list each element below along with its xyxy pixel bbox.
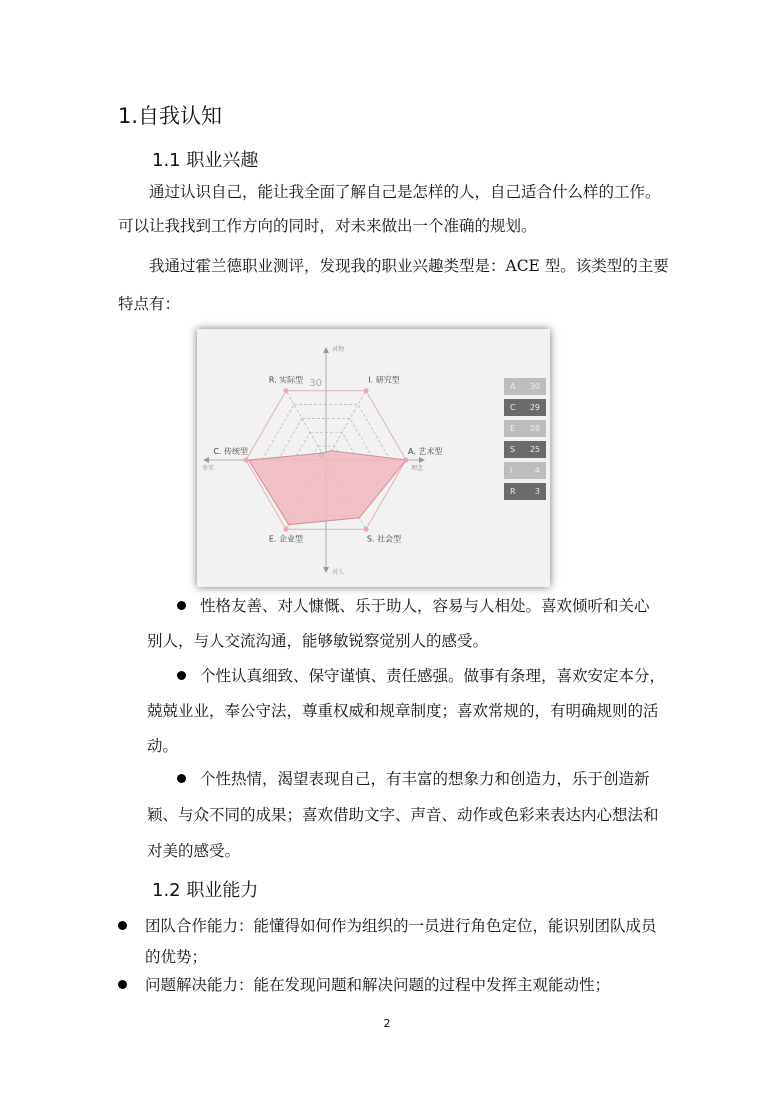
legend-value: 30 — [529, 382, 540, 391]
bullet1-line1: 性格友善、对人慷慨、乐于助人，容易与人相处。喜欢倾听和关心 — [200, 597, 650, 615]
axis-arrow-icon — [323, 567, 329, 573]
legend-key: C — [510, 403, 516, 412]
legend-item — [504, 399, 546, 416]
legend-item — [504, 420, 546, 437]
paragraph-test-line1: 我通过霍兰德职业测评，发现我的职业兴趣类型是：ACE 型。该类型的主要 — [149, 257, 669, 275]
radar-vertex-point — [284, 388, 289, 393]
legend-key: S — [510, 445, 516, 454]
radar-vertex-point — [364, 388, 369, 393]
radar-vertex-point — [284, 527, 289, 532]
legend-value: 25 — [529, 445, 540, 454]
legend-item — [504, 462, 546, 479]
legend-item — [504, 441, 546, 458]
legend-item — [504, 378, 546, 395]
legend-key: I — [510, 466, 513, 475]
radar-vertex-point — [404, 458, 409, 463]
bullet1-line2: 别人，与人交流沟通，能够敏锐察觉别人的感受。 — [147, 632, 489, 650]
axis-end-label: 务实 — [202, 465, 215, 472]
bullet3-line3: 对美的感受。 — [147, 842, 241, 860]
radar-spoke — [286, 391, 326, 460]
paragraph-test-line2: 特点有： — [118, 295, 181, 313]
page-number: 2 — [383, 1017, 391, 1030]
radar-category-label: E. 企业型 — [268, 534, 304, 544]
bullet2-line2: 兢兢业业，奉公守法，尊重权威和规章制度；喜欢常规的，有明确规则的活 — [147, 702, 659, 720]
paragraph-intro-line2: 可以让我找到工作方向的同时，对未来做出一个准确的规划。 — [118, 217, 537, 235]
axis-end-label: 对物 — [332, 346, 345, 353]
paragraph-intro-line1: 通过认识自己，能让我全面了解自己是怎样的人，自己适合什么样的工作。 — [149, 183, 661, 201]
radar-data-area — [249, 451, 406, 525]
legend-value: 3 — [534, 487, 540, 496]
radar-legend — [504, 378, 546, 504]
legend-key: R — [510, 487, 516, 496]
radar-spoke — [326, 391, 366, 460]
axis-arrow-icon — [203, 457, 209, 463]
holland-radar-chart — [197, 329, 550, 587]
heading-career-interest: 1.1 职业兴趣 — [152, 150, 259, 171]
bullet-icon — [177, 601, 186, 610]
heading-self-awareness: 1.自我认知 — [118, 104, 223, 128]
axis-arrow-icon — [323, 347, 329, 353]
radar-category-label: C. 传统型 — [213, 447, 248, 456]
radar-zero-label: 0 — [318, 451, 324, 460]
ability2-line1: 问题解决能力：能在发现问题和解决问题的过程中发挥主观能动性； — [145, 976, 611, 994]
heading-career-ability: 1.2 职业能力 — [152, 880, 259, 901]
legend-value: 28 — [529, 424, 540, 433]
radar-max-label: 30 — [309, 378, 322, 389]
bullet2-line1: 个性认真细致、保守谨慎、责任感强。做事有条理，喜欢安定本分， — [200, 667, 666, 685]
radar-svg — [197, 329, 550, 587]
ability1-line1: 团队合作能力：能懂得如何作为组织的一员进行角色定位，能识别团队成员 — [145, 917, 657, 935]
bullet2-line3: 动。 — [147, 737, 179, 755]
radar-category-label: R. 实际型 — [268, 375, 304, 385]
axis-end-label: 理念 — [410, 465, 423, 472]
legend-value: 4 — [534, 466, 540, 475]
legend-item — [504, 483, 546, 500]
bullet-icon — [118, 980, 127, 989]
axis-end-label: 对人 — [332, 569, 345, 576]
axis-arrow-icon — [419, 457, 425, 463]
bullet-icon — [118, 921, 127, 930]
bullet-icon — [177, 671, 186, 680]
radar-category-label: A. 艺术型 — [408, 447, 443, 456]
bullet3-line2: 颖、与众不同的成果；喜欢借助文字、声音、动作或色彩来表达内心想法和 — [147, 806, 659, 824]
radar-vertex-point — [244, 458, 249, 463]
radar-category-label: I. 研究型 — [368, 375, 400, 385]
radar-category-label: S. 社会型 — [366, 534, 402, 544]
legend-key: E — [510, 424, 516, 433]
legend-value: 29 — [529, 403, 540, 412]
legend-key: A — [510, 382, 516, 391]
radar-vertex-point — [364, 527, 369, 532]
bullet-icon — [177, 774, 186, 783]
bullet3-line1: 个性热情，渴望表现自己，有丰富的想象力和创造力，乐于创造新 — [200, 770, 650, 788]
ability1-line2: 的优势； — [145, 948, 208, 966]
